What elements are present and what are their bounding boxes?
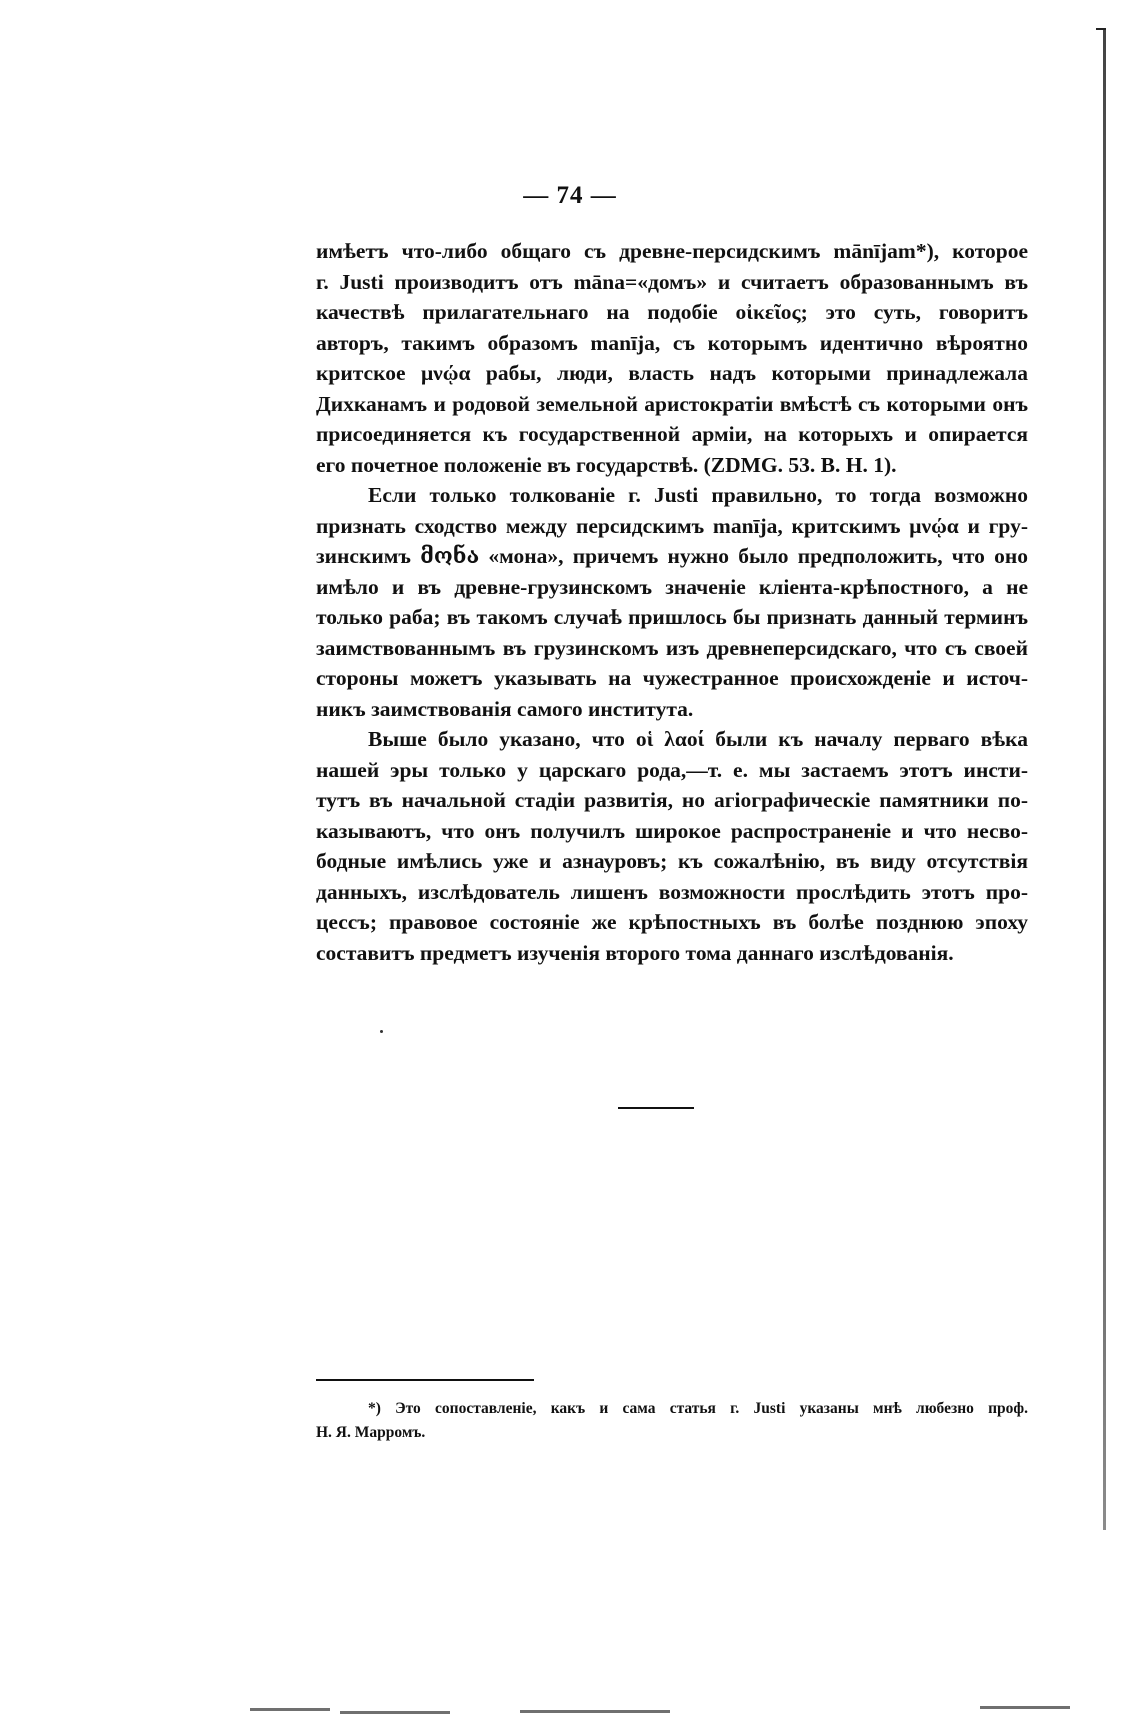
text-line: тутъ въ начальной стадіи развитія, но агіографическіе памятники по- (316, 788, 1028, 812)
text-line: только раба; въ такомъ случаѣ пришлось бы признать данный терминъ (316, 605, 1028, 629)
text-line: Выше было указано, что οἱ λαοί были къ началу перваго вѣка (368, 727, 1028, 751)
footnote-line: *) Это сопоставленіе, какъ и сама статья г. Justi указаны мнѣ любезно проф. (368, 1400, 1028, 1417)
text-line: Если только толкованіе г. Justi правильно, то тогда возможно (368, 483, 1028, 507)
scan-smudge (980, 1706, 1070, 1709)
text-line: его почетное положеніе въ государствѣ. (ZDMG. 53. B. H. 1). (316, 452, 897, 477)
text-line: цессъ; правовое состояніе же крѣпостныхъ въ болѣе позднюю эпоху (316, 910, 1028, 934)
text-line: заимствованнымъ въ грузинскомъ изъ древнеперсидскаго, что съ своей (316, 635, 1028, 660)
scan-edge-line (1103, 30, 1106, 1530)
text-line: присоединяется къ государственной арміи, на которыхъ и опирается (316, 422, 1028, 446)
scan-smudge (520, 1710, 670, 1713)
text-line: бодные имѣлись уже и азнауровъ; къ сожалѣнію, въ виду отсутствія (316, 849, 1028, 873)
text-line: авторъ, такимъ образомъ manīja, съ которымъ идентично вѣроятно (316, 330, 1028, 355)
text-line: данныхъ, изслѣдователь лишенъ возможности прослѣдить этотъ про- (316, 879, 1028, 904)
paragraph-3 (316, 724, 1028, 968)
text-line: имѣло и въ древне-грузинскомъ значеніе кліента-крѣпостного, а не (316, 574, 1028, 599)
text-line: признать сходство между персидскимъ manīja, критскимъ μνῴα и гру- (316, 513, 1028, 538)
text-line: зинскимъ მონა «мона», причемъ нужно было предположить, что оно (316, 544, 1028, 568)
text-line: казываютъ, что онъ получилъ широкое распространеніе и что несво- (316, 818, 1028, 843)
scan-smudge (250, 1708, 330, 1711)
text-line: составитъ предметъ изученія второго тома даннаго изслѣдованія. (316, 940, 954, 965)
text-line: критское μνῴα рабы, люди, власть надъ которыми принадлежала (316, 361, 1028, 385)
scan-smudge (340, 1711, 450, 1714)
text-line: Дихканамъ и родовой земельной аристократіи вмѣстѣ съ которыми онъ (316, 391, 1028, 416)
section-divider (618, 1107, 694, 1109)
page-number: — 74 — (523, 182, 617, 209)
text-line: стороны можетъ указывать на чужестранное происхожденіе и источ- (316, 666, 1028, 690)
paragraph-1 (316, 236, 1028, 480)
text-line: качествѣ прилагательнаго на подобіе οἰκεῖος; это суть, говоритъ (316, 300, 1028, 324)
text-line: имѣетъ что-либо общаго съ древне-персидскимъ mānījam*), которое (316, 239, 1028, 263)
paragraph-2 (316, 480, 1028, 724)
footnote-line: Н. Я. Марромъ. (316, 1424, 426, 1441)
main-text (316, 236, 1028, 968)
footnote-divider (316, 1379, 534, 1381)
footnote (316, 1397, 1028, 1445)
text-line: никъ заимствованія самого института. (316, 696, 694, 721)
text-line: нашей эры только у царскаго рода,—т. е. мы застаемъ этотъ инсти- (316, 757, 1028, 782)
text-line: г. Justi производитъ отъ māna=«домъ» и считаетъ образованнымъ въ (316, 269, 1028, 294)
stray-dot (380, 1030, 383, 1033)
